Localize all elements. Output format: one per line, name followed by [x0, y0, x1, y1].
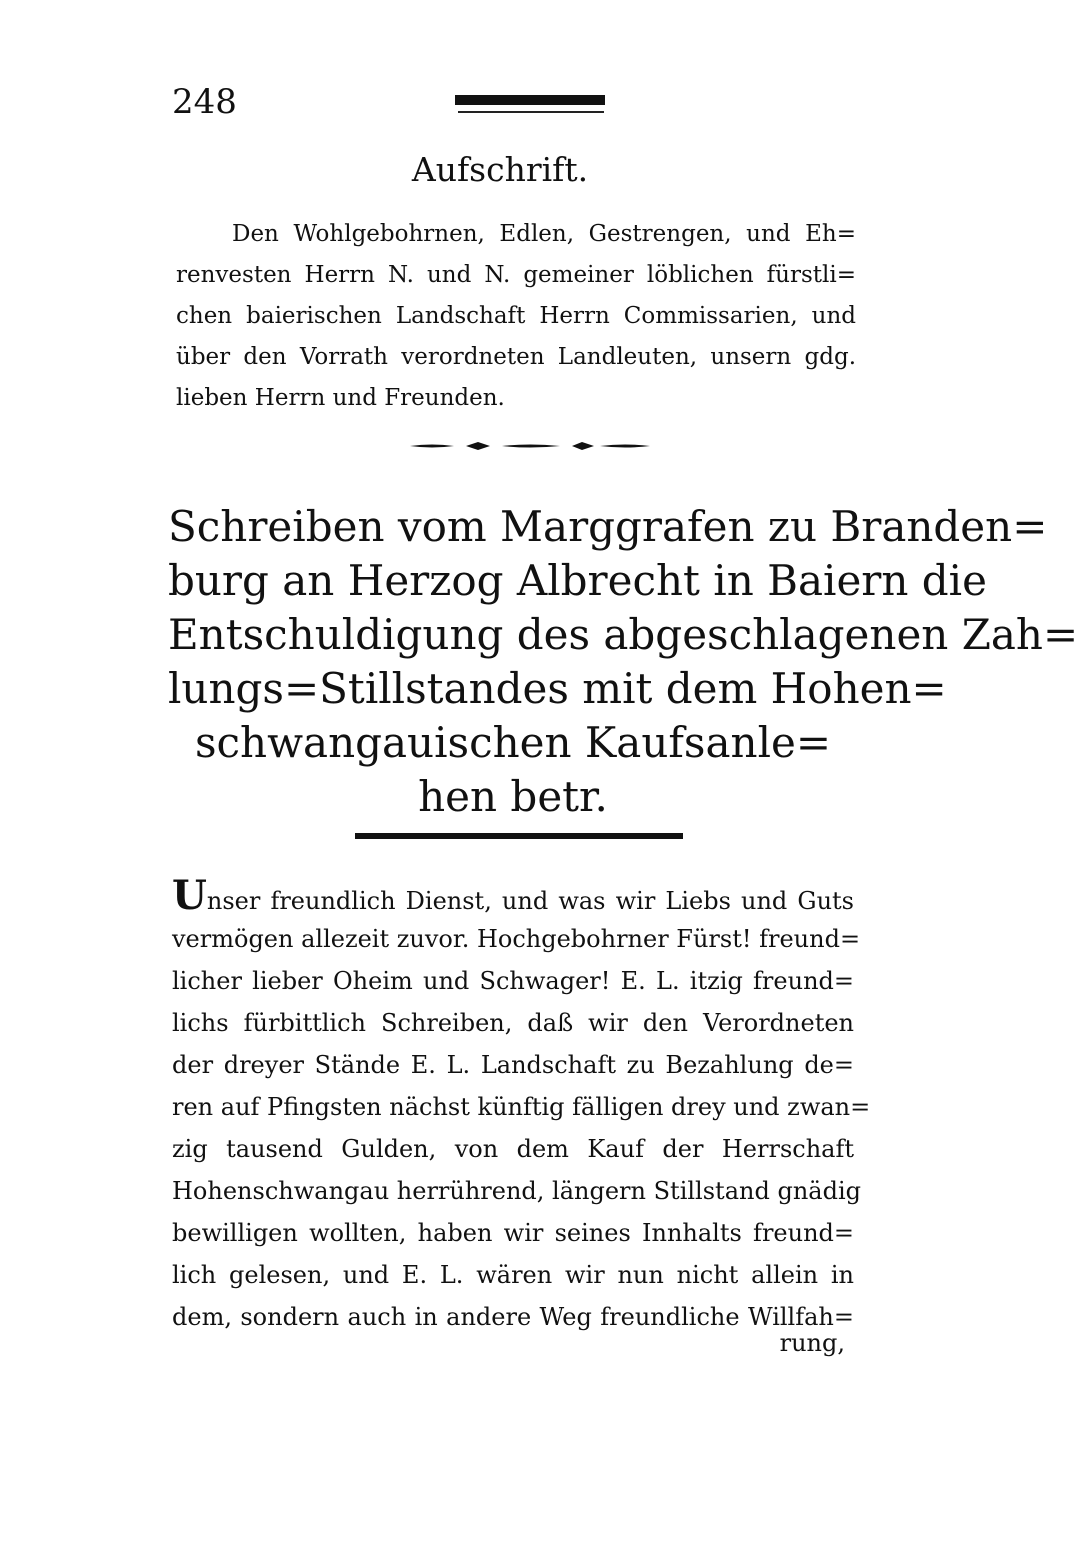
- header-rule: [455, 95, 605, 105]
- page-number: 248: [172, 82, 237, 122]
- body-line: ren auf Pfingsten nächst künftig fälligen drey und zwan=: [172, 1093, 871, 1121]
- title-line: schwangauischen Kaufsanle=: [194, 718, 832, 767]
- title-line: burg an Herzog Albrecht in Baiern die: [168, 556, 987, 605]
- drop-initial: U: [172, 872, 207, 919]
- body-line: Hohenschwangau herrührend, längern Stillstand gnädig: [172, 1177, 861, 1205]
- address-block: [176, 214, 856, 419]
- section-rule: [355, 833, 683, 839]
- title-line: hen betr.: [418, 772, 608, 821]
- address-line: Den Wohlgebohrnen, Edlen, Gestrengen, und Eh=: [232, 221, 856, 247]
- title-line: Entschuldigung des abgeschlagenen Zah=: [168, 610, 1078, 659]
- body-line: licher lieber Oheim und Schwager! E. L. itzig freund=: [172, 967, 854, 995]
- body-line: lichs fürbittlich Schreiben, daß wir den Verordneten: [172, 1009, 854, 1037]
- address-line: lieben Herrn und Freunden.: [176, 385, 505, 411]
- header-rule-thin: [458, 111, 604, 113]
- catchword: rung,: [779, 1329, 845, 1357]
- letter-body: [172, 872, 871, 1338]
- title-line: lungs=Stillstandes mit dem Hohen=: [168, 664, 947, 713]
- body-line: zig tausend Gulden, von dem Kauf der Herrschaft: [172, 1135, 854, 1163]
- body-line: [172, 872, 854, 919]
- title-line: Schreiben vom Marggrafen zu Branden=: [168, 502, 1048, 551]
- body-line: der dreyer Stände E. L. Landschaft zu Bezahlung de=: [172, 1051, 854, 1079]
- body-line: lich gelesen, und E. L. wären wir nun nicht allein in: [172, 1261, 854, 1289]
- address-heading: Aufschrift.: [411, 150, 589, 189]
- body-line: dem, sondern auch in andere Weg freundliche Willfah=: [172, 1303, 854, 1331]
- body-line: bewilligen wollten, haben wir seines Innhalts freund=: [172, 1219, 854, 1247]
- address-line: renvesten Herrn N. und N. gemeiner löblichen fürstli=: [176, 262, 856, 288]
- ornament-divider: [410, 440, 650, 452]
- address-line: chen baierischen Landschaft Herrn Commissarien, und: [176, 303, 856, 329]
- letter-title: [168, 500, 1078, 824]
- body-line-text: nser freundlich Dienst, und was wir Liebs und Guts: [206, 887, 854, 915]
- address-line: über den Vorrath verordneten Landleuten, unsern gdg.: [176, 344, 856, 370]
- body-line: vermögen allezeit zuvor. Hochgebohrner Fürst! freund=: [172, 925, 861, 953]
